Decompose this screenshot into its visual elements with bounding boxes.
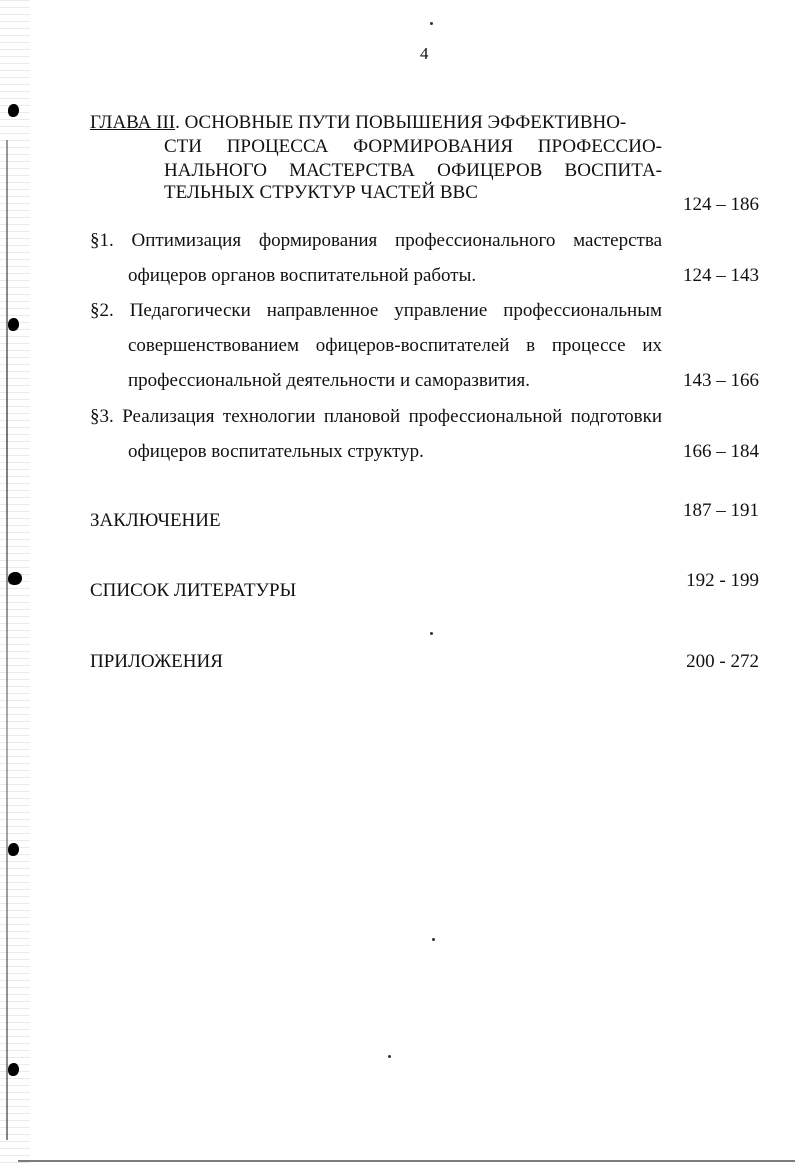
appendices-label: ПРИЛОЖЕНИЯ [90, 651, 223, 672]
binding-hole-mark [8, 1063, 19, 1076]
binding-hole-mark [8, 843, 19, 856]
scan-speck [388, 1055, 391, 1058]
section-2-pages: 143 – 166 [683, 370, 759, 391]
bibliography-label: СПИСОК ЛИТЕРАТУРЫ [90, 580, 297, 601]
chapter-heading-line-2: СТИ ПРОЦЕССА ФОРМИРОВАНИЯ ПРОФЕССИО- [164, 136, 662, 157]
chapter-title-part: . ОСНОВНЫЕ ПУТИ ПОВЫШЕНИЯ ЭФФЕКТИВНО- [175, 112, 627, 133]
scan-edge-line [6, 140, 8, 1140]
binding-hole-mark [8, 318, 19, 331]
chapter-heading-line-3: НАЛЬНОГО МАСТЕРСТВА ОФИЦЕРОВ ВОСПИТА- [164, 160, 662, 181]
bibliography-pages: 192 - 199 [686, 570, 759, 591]
section-3-line-2: офицеров воспитательных структур. [128, 441, 424, 462]
section-2-line-2: совершенствованием офицеров-воспитателей в процессе их [128, 335, 662, 356]
section-2-line-1: §2. Педагогически направленное управление профессиональным [90, 300, 662, 321]
conclusion-label: ЗАКЛЮЧЕНИЕ [90, 510, 221, 531]
scan-speck [432, 938, 435, 941]
conclusion-pages: 187 – 191 [683, 500, 759, 521]
section-3-line-1: §3. Реализация технологии плановой профессиональной подготовки [90, 406, 662, 427]
binding-hole-mark [8, 572, 22, 585]
scan-bottom-edge [18, 1160, 795, 1162]
chapter-pages: 124 – 186 [683, 194, 759, 215]
section-1-line-2: офицеров органов воспитательной работы. [128, 265, 477, 286]
chapter-prefix: ГЛАВА III [90, 112, 176, 133]
section-3-pages: 166 – 184 [683, 441, 759, 462]
section-1-line-1: §1. Оптимизация формирования профессионального мастерства [90, 230, 662, 251]
section-1-pages: 124 – 143 [683, 265, 759, 286]
chapter-heading-line-1 [90, 112, 626, 134]
scan-speck [430, 632, 433, 635]
scan-speck [430, 22, 433, 25]
chapter-heading-line-4: ТЕЛЬНЫХ СТРУКТУР ЧАСТЕЙ ВВС [164, 182, 478, 203]
binding-hole-mark [8, 104, 19, 117]
section-2-line-3: профессиональной деятельности и саморазвития. [128, 370, 531, 391]
appendices-pages: 200 - 272 [686, 651, 759, 672]
page-number: 4 [420, 44, 429, 63]
